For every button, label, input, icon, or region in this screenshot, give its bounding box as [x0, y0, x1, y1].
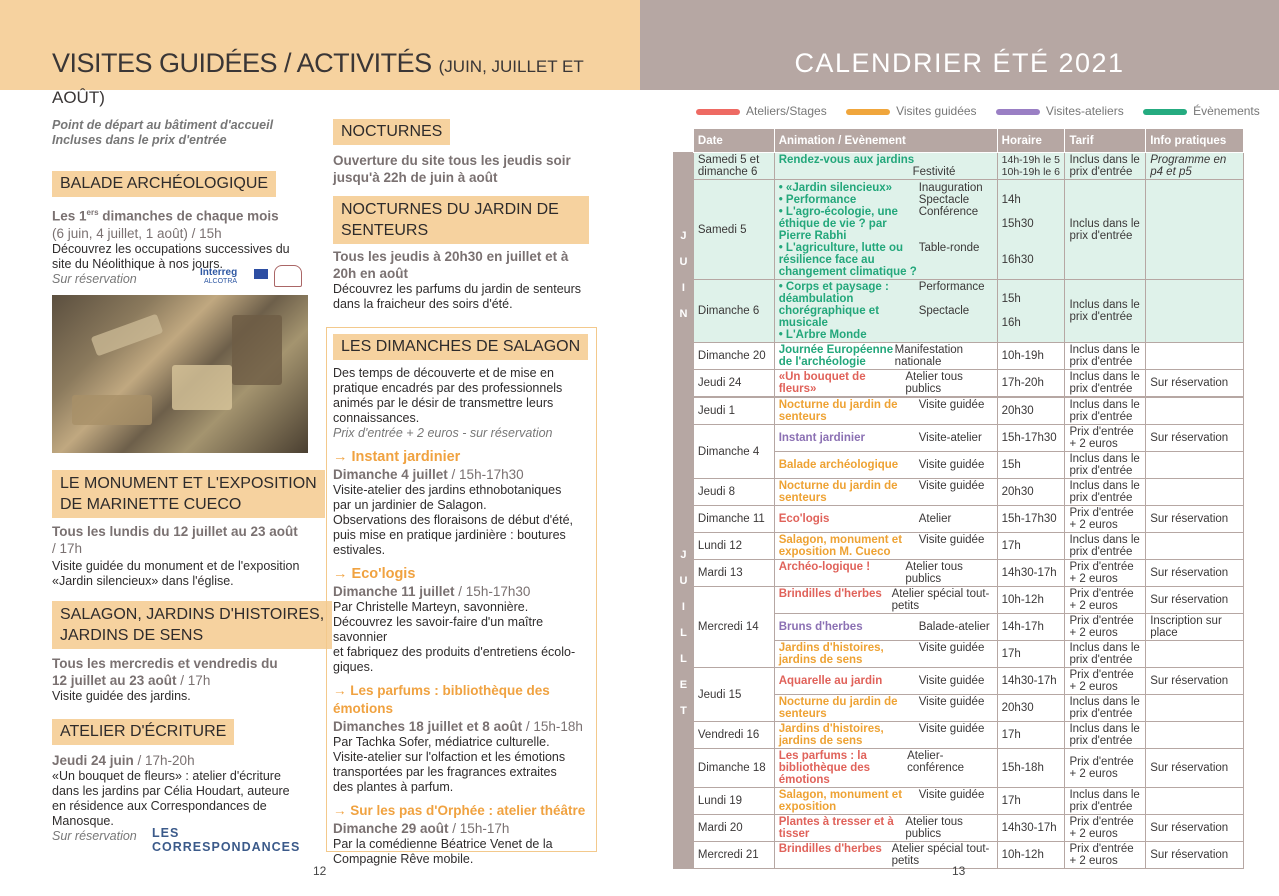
- table-cell: Inclus dans le prix d'entrée: [1065, 370, 1146, 397]
- table-row: [674, 398, 1244, 425]
- cell-text: Festivité: [912, 166, 956, 178]
- table-cell: Prix d'entrée + 2 euros: [1065, 815, 1146, 842]
- cell-text: [779, 399, 993, 423]
- tra-logo-icon: [274, 265, 302, 287]
- page-number-left: 12: [313, 864, 327, 878]
- table-cell: 14h30-17h: [997, 815, 1065, 842]
- table-cell: Mercredi 21: [693, 842, 774, 869]
- atelier-text-4: Manosque.: [52, 814, 114, 828]
- archaeology-photo: [52, 295, 308, 453]
- table-cell: Inclus dans le prix d'entrée: [1065, 398, 1146, 425]
- table-cell: 15h: [997, 452, 1065, 479]
- table-cell: Prix d'entrée + 2 euros: [1065, 749, 1146, 788]
- table-cell: Inscription sur place: [1146, 614, 1244, 641]
- balade-dates: (6 juin, 4 juillet, 1 août) / 15h: [52, 225, 222, 241]
- table-cell: Inclus dans le prix d'entrée: [1065, 533, 1146, 560]
- cell-text: Archéo-logique !: [778, 561, 871, 573]
- cell-text: [779, 480, 993, 504]
- cell-text: Inauguration Spectacle Conférence Table-ronde: [918, 181, 983, 254]
- table-cell: [774, 479, 997, 506]
- atelier-resa: Sur réservation: [52, 829, 137, 843]
- cell-text: Visite guidée: [918, 642, 985, 654]
- cell-text: J: [680, 549, 687, 561]
- atelier-text-3: en résidence aux Correspondances de: [52, 799, 267, 813]
- cell-text: Balade archéologique: [778, 459, 899, 471]
- cell-text: T: [680, 705, 687, 717]
- table-cell: 20h30: [997, 695, 1065, 722]
- atelier-tag: ATELIER D'ÉCRITURE: [52, 719, 234, 745]
- table-cell: [774, 722, 997, 749]
- nocturnes-tag: NOCTURNES: [333, 119, 450, 145]
- nocturnes-text-2: jusqu'à 22h de juin à août: [333, 170, 498, 185]
- table-cell: Jeudi 15: [693, 668, 774, 722]
- table-cell: 14h30-17h: [997, 560, 1065, 587]
- legend-visites: Visites guidées: [896, 104, 977, 118]
- cell-text: U: [679, 256, 688, 268]
- a1-line-1: Visite-atelier des jardins ethnobotaniques: [333, 483, 562, 497]
- dimanches-text-1: Des temps de découverte et de mise en: [333, 366, 554, 380]
- table-row: [674, 506, 1244, 533]
- cell-text: N: [679, 308, 688, 320]
- cell-text: J: [680, 230, 687, 242]
- table-cell: Inclus dans le prix d'entrée: [1065, 695, 1146, 722]
- cell-text: [779, 789, 993, 813]
- cell-text: U: [679, 575, 688, 587]
- salagon-sub-2: 12 juillet au 23 août / 17h: [52, 673, 211, 688]
- cell-text: Balade-atelier: [918, 621, 990, 633]
- cell-text: Jardins d'histoires, jardins de sens: [778, 642, 884, 666]
- cell-text: Brindilles d'herbes: [778, 588, 882, 600]
- cell-text: L: [680, 653, 687, 665]
- cell-text: [779, 561, 993, 585]
- table-cell: 10h-19h: [997, 343, 1065, 370]
- table-cell: [774, 695, 997, 722]
- cell-text: Visite guidée: [918, 480, 985, 492]
- left-title: VISITES GUIDÉES / ACTIVITÉS (JUIN, JUILLET ET AOÛT): [52, 48, 584, 107]
- header-date: Date: [693, 129, 774, 153]
- table-cell: 17h: [997, 641, 1065, 668]
- eu-flag-icon: [254, 269, 268, 279]
- balade-sub: Les 1ers dimanches de chaque mois: [52, 208, 279, 224]
- table-row: [674, 479, 1244, 506]
- table-cell: [774, 452, 997, 479]
- cell-text: Rendez-vous aux jardins: [778, 154, 915, 166]
- dimanches-text-4: connaissances.: [333, 411, 420, 425]
- a2-line-1: Par Christelle Marteyn, savonnière.: [333, 600, 529, 614]
- atelier-text-2: dans les jardins par Célia Houdart, auteure: [52, 784, 290, 798]
- table-cell: Inclus dans le prix d'entrée: [1065, 788, 1146, 815]
- table-row: [674, 533, 1244, 560]
- cell-text: Atelier tous publics: [905, 816, 963, 840]
- cell-text: Salagon, monument et exposition M. Cueco: [778, 534, 903, 558]
- table-cell: Prix d'entrée + 2 euros: [1065, 587, 1146, 614]
- table-cell: Inclus dans le prix d'entrée: [1065, 180, 1146, 280]
- table-cell: [1146, 695, 1244, 722]
- table-cell: [1146, 479, 1244, 506]
- header-info: Info pratiques: [1146, 129, 1244, 153]
- salagon-text: Visite guidée des jardins.: [52, 689, 191, 703]
- cell-text: [779, 459, 993, 471]
- cell-text: Brindilles d'herbes: [778, 843, 882, 855]
- table-cell: Inclus dans le prix d'entrée: [1065, 452, 1146, 479]
- table-cell: Dimanche 20: [693, 343, 774, 370]
- cell-text: Visite guidée: [918, 723, 985, 735]
- table-cell: [674, 398, 694, 869]
- table-cell: [774, 180, 997, 280]
- legend-swatch-visites-ateliers: [996, 109, 1040, 115]
- table-cell: Inclus dans le prix d'entrée: [1065, 153, 1146, 180]
- cell-text: [779, 696, 993, 720]
- table-cell: [774, 668, 997, 695]
- cell-text: [779, 534, 993, 558]
- table-cell: Inclus dans le prix d'entrée: [1065, 722, 1146, 749]
- table-cell: Jeudi 24: [693, 370, 774, 397]
- parfums-heading: → Les parfums : bibliothèque des émotions: [333, 683, 550, 716]
- a4-line-1: Par la comédienne Béatrice Venet de la: [333, 837, 553, 851]
- table-cell: Inclus dans le prix d'entrée: [1065, 343, 1146, 370]
- table-cell: Inclus dans le prix d'entrée: [1065, 479, 1146, 506]
- ecologis-date: Dimanche 11 juillet / 15h-17h30: [333, 584, 531, 599]
- table-cell: Inclus dans le prix d'entrée: [1065, 641, 1146, 668]
- table-cell: [774, 506, 997, 533]
- table-cell: Mardi 20: [693, 815, 774, 842]
- legend-swatch-visites: [846, 109, 890, 115]
- legend-evenements: Évènements: [1193, 104, 1260, 118]
- cell-text: Performance Spectacle: [918, 281, 985, 317]
- cell-text: L: [680, 627, 687, 639]
- cell-text: Atelier-conférence: [907, 750, 964, 774]
- table-cell: Lundi 19: [693, 788, 774, 815]
- cell-text: [779, 344, 993, 368]
- table-cell: Prix d'entrée + 2 euros: [1065, 842, 1146, 869]
- table-cell: 14h-17h: [997, 614, 1065, 641]
- balade-resa: Sur réservation: [52, 271, 137, 286]
- table-cell: [1146, 452, 1244, 479]
- table-cell: Mercredi 14: [693, 587, 774, 668]
- table-cell: [1146, 180, 1244, 280]
- a4-line-2: Compagnie Rêve mobile.: [333, 852, 474, 866]
- a3-line-4: des plantes à parfum.: [333, 780, 454, 794]
- dimanches-text-2: pratique encadrés par des professionnels: [333, 381, 563, 395]
- table-cell: Jeudi 1: [693, 398, 774, 425]
- cell-text: Atelier spécial tout-petits: [891, 843, 990, 867]
- header-animation: Animation / Evènement: [774, 129, 997, 153]
- table-row: [674, 668, 1244, 695]
- table-cell: [774, 587, 997, 614]
- table-cell: Sur réservation: [1146, 749, 1244, 788]
- table-cell: [774, 370, 997, 397]
- table-row: [674, 370, 1244, 397]
- table-cell: Inclus dans le prix d'entrée: [1065, 280, 1146, 343]
- cell-text: Visite guidée: [918, 789, 985, 801]
- noct-jardin-tag: NOCTURNES DU JARDIN DE SENTEURS: [333, 196, 589, 244]
- instant-jardinier-heading: → Instant jardinier: [333, 449, 461, 465]
- salagon-sub-1: Tous les mercredis et vendredis du: [52, 656, 278, 671]
- table-cell: Programme en p4 et p5: [1146, 153, 1244, 180]
- table-cell: Prix d'entrée + 2 euros: [1065, 425, 1146, 452]
- table-cell: 20h30: [997, 479, 1065, 506]
- cell-text: Visite guidée: [918, 459, 985, 471]
- cell-text: [779, 513, 993, 525]
- table-cell: Dimanche 6: [693, 280, 774, 343]
- table-row: [674, 788, 1244, 815]
- cell-text: Salagon, monument et exposition: [778, 789, 903, 813]
- table-cell: [1146, 280, 1244, 343]
- orphee-heading: → Sur les pas d'Orphée : atelier théâtre: [333, 803, 586, 818]
- atelier-text-1: «Un bouquet de fleurs» : atelier d'écriture: [52, 769, 281, 783]
- table-cell: Prix d'entrée + 2 euros: [1065, 560, 1146, 587]
- table-cell: Dimanche 11: [693, 506, 774, 533]
- table-cell: [774, 614, 997, 641]
- a3-line-1: Par Tachka Sofer, médiatrice culturelle.: [333, 735, 550, 749]
- table-cell: [774, 398, 997, 425]
- table-cell: Sur réservation: [1146, 506, 1244, 533]
- monument-sub: Tous les lundis du 12 juillet au 23 août: [52, 524, 298, 539]
- table-row: [674, 722, 1244, 749]
- cell-text: Atelier tous publics: [905, 561, 963, 585]
- table-cell: 17h-20h: [997, 370, 1065, 397]
- table-cell: [1146, 533, 1244, 560]
- table-cell: 17h: [997, 722, 1065, 749]
- table-cell: Sur réservation: [1146, 842, 1244, 869]
- table-cell: [774, 641, 997, 668]
- table-cell: [1146, 398, 1244, 425]
- cell-text: Journée Européenne de l'archéologie: [778, 344, 894, 368]
- table-cell: 10h-12h: [997, 587, 1065, 614]
- table-cell: [674, 153, 694, 398]
- table-cell: Prix d'entrée + 2 euros: [1065, 614, 1146, 641]
- parfums-date: Dimanches 18 juillet et 8 août / 15h-18h: [333, 719, 583, 734]
- a3-line-3: transportées par les fragrances extraites: [333, 765, 557, 779]
- cell-text: [779, 588, 993, 612]
- table-cell: [1146, 641, 1244, 668]
- table-cell: Prix d'entrée + 2 euros: [1065, 668, 1146, 695]
- orphee-date: Dimanche 29 août / 15h-17h: [333, 821, 510, 836]
- cell-text: I: [681, 282, 685, 294]
- table-cell: [774, 749, 997, 788]
- table-cell: 17h: [997, 533, 1065, 560]
- table-cell: 14h 15h30 16h30: [997, 180, 1065, 280]
- table-cell: [1146, 343, 1244, 370]
- table-cell: Sur réservation: [1146, 587, 1244, 614]
- cell-text: Eco'logis: [778, 513, 830, 525]
- a2-line-3: et fabriquez des produits d'entretiens écolo-: [333, 645, 576, 659]
- cell-text: [779, 621, 993, 633]
- dimanches-text-3: animés par le désir de transmettre leurs: [333, 396, 554, 410]
- correspondances-logo: LES CORRESPONDANCES: [152, 826, 301, 854]
- a2-line-4: giques.: [333, 660, 374, 674]
- noct-jardin-sub-2: 20h en août: [333, 266, 409, 281]
- legend-swatch-evenements: [1143, 109, 1187, 115]
- atelier-sub: Jeudi 24 juin / 17h-20h: [52, 753, 195, 768]
- table-cell: 10h-12h: [997, 842, 1065, 869]
- cell-text: Visite guidée: [918, 675, 985, 687]
- table-cell: Dimanche 4: [693, 425, 774, 479]
- cell-text: [779, 182, 993, 278]
- noct-jardin-text-2: dans la fraicheur des soirs d'été.: [333, 297, 513, 311]
- instant-jardinier-date: Dimanche 4 juillet / 15h-17h30: [333, 467, 524, 482]
- cell-text: Nocturne du jardin de senteurs: [778, 399, 898, 423]
- left-header: [0, 0, 640, 107]
- salagon-tag: SALAGON, JARDINS D'HISTOIRES, JARDINS DE SENS: [52, 601, 332, 649]
- table-cell: 15h-18h: [997, 749, 1065, 788]
- cell-text: [779, 432, 993, 444]
- dimanches-tag: LES DIMANCHES DE SALAGON: [333, 334, 588, 360]
- cell-text: [779, 371, 993, 395]
- cell-text: [779, 750, 993, 786]
- cell-text: Visite guidée: [918, 534, 985, 546]
- left-page: VISITES GUIDÉES / ACTIVITÉS (JUIN, JUILLET ET AOÛT) Point de départ au bâtiment d'accueil Incluses dans le prix d'entrée BALADE ARCHÉOLOGIQUE Les 1ers dimanches de chaque mois (6 juin, 4 juillet, 1 août) / 15h Découvrez les occupations successives du site du Néolithique à nos jours. Sur réservation Interreg ALCOTRA LE MONUMENT ET L'EXPOSITION DE MARINETTE CUECO Tous les lundis du 12 juillet au 23 août / 17h Visite guidée du monument et de l'exposition «Jardin silencieux» dans l'église. SALAGON, JARDINS D'HISTOIRES, JARDINS DE SENS Tous les mercredis et vendredis du 12 juillet au 23 août / 17h Visite guidée des jardins. ATELIER D'ÉCRITURE Jeudi 24 juin / 17h-20h «Un bouquet de fleurs» : atelier d'écriture dans les jardins par Célia Houdart, auteure en résidence aux Correspondances de Manosque. Sur réservation LES CORRESPONDANCES NOCTURNES Ouverture du site tous les jeudis soir jusqu'à 22h de juin à août NOCTURNES DU JARDIN DE SENTEURS Tous les jeudis à 20h30 en juillet et à 20h en août Découvrez les parfums du jardin de senteurs dans la fraicheur des soirs d'été. LES DIMANCHES DE SALAGON Des temps de découverte et de mise en pratique encadrés par des professionnels animés par le désir de transmettre leurs connaissances. Prix d'entrée + 2 euros - sur réservation → Instant jardinier Dimanche 4 juillet / 15h-17h30 Visite-atelier des jardins ethnobotaniques par un jardinier de Salagon. Observations des floraisons de début d'été, puis mise en pratique jardinière : boutures estivales. → Eco'logis Dimanche 11 juillet / 15h-17h30 Par Christelle Marteyn, savonnière. Découvrez les savoir-faire d'un maître savonnier et fabriquez des produits d'entretiens écolo- giques. → Les parfums : bibliothèque des émotions Dimanches 18 juillet et 8 août / 15h-18h Par Tachka Sofer, médiatrice culturelle. Visite-atelier sur l'olfaction et les émotions transportées par les fragrances extraites des plantes à parfum. → Sur les pas d'Orphée : atelier théâtre Dimanche 29 août / 15h-17h Par la comédienne Béatrice Venet de la Compagnie Rêve mobile. 12: [0, 0, 640, 896]
- balade-text-2: site du Néolithique à nos jours.: [52, 256, 223, 271]
- right-title: CALENDRIER ÉTÉ 2021: [794, 48, 1125, 78]
- right-header: [640, 0, 1279, 90]
- cell-text: E: [679, 679, 688, 691]
- cell-text: • «Jardin silencieux» • Performance • L'agro-écologie, une éthique de vie ? par Pierre Rabhi • L'agriculture, lutte ou résilience face au changement climatique ?: [778, 181, 917, 278]
- cell-text: Atelier spécial tout-petits: [891, 588, 990, 612]
- table-cell: [774, 560, 997, 587]
- a1-line-4: puis mise en pratique jardinière : boutures: [333, 528, 566, 542]
- cell-text: • Corps et paysage : déambulation chorégraphique et musicale • L'Arbre Monde: [778, 281, 889, 341]
- cell-text: Jardins d'histoires, jardins de sens: [778, 723, 884, 747]
- cell-text: Manifestation nationale: [894, 344, 964, 368]
- table-row: [674, 343, 1244, 370]
- table-row: [674, 153, 1244, 180]
- a2-line-2: Découvrez les savoir-faire d'un maître savonnier: [333, 615, 544, 644]
- a1-line-5: estivales.: [333, 543, 386, 557]
- table-cell: 14h-19h le 5 10h-19h le 6: [997, 153, 1065, 180]
- table-cell: Sur réservation: [1146, 370, 1244, 397]
- header-tarif: Tarif: [1065, 129, 1146, 153]
- table-cell: Sur réservation: [1146, 815, 1244, 842]
- table-cell: Samedi 5: [693, 180, 774, 280]
- interreg-logo: Interreg ALCOTRA: [198, 265, 308, 289]
- balade-tag: BALADE ARCHÉOLOGIQUE: [52, 171, 276, 197]
- table-cell: Jeudi 8: [693, 479, 774, 506]
- ecologis-heading: → Eco'logis: [333, 566, 416, 582]
- cell-text: Aquarelle au jardin: [778, 675, 883, 687]
- dimanches-price: Prix d'entrée + 2 euros - sur réservation: [333, 426, 553, 440]
- table-cell: 17h: [997, 788, 1065, 815]
- table-cell: Sur réservation: [1146, 425, 1244, 452]
- cell-text: Visite guidée: [918, 696, 985, 708]
- table-row: [674, 560, 1244, 587]
- table-cell: [1146, 722, 1244, 749]
- legend-visites-ateliers: Visites-ateliers: [1045, 104, 1124, 118]
- monument-text-2: «Jardin silencieux» dans l'église.: [52, 574, 234, 588]
- a1-line-3: Observations des floraisons de début d'été,: [333, 513, 574, 527]
- monument-text-1: Visite guidée du monument et de l'exposition: [52, 559, 300, 573]
- cell-text: Nocturne du jardin de senteurs: [778, 480, 898, 504]
- table-cell: 15h 16h: [997, 280, 1065, 343]
- cell-text: Visite guidée: [918, 399, 985, 411]
- cell-text: Instant jardinier: [778, 432, 865, 444]
- table-row: [674, 280, 1244, 343]
- table-row: [674, 425, 1244, 452]
- table-cell: 15h-17h30: [997, 425, 1065, 452]
- table-cell: [774, 343, 997, 370]
- legend-swatch-ateliers: [696, 109, 740, 115]
- table-row: [674, 587, 1244, 614]
- cell-text: [779, 642, 993, 666]
- cell-text: Plantes à tresser et à tisser: [778, 816, 894, 840]
- noct-jardin-text-1: Découvrez les parfums du jardin de senteurs: [333, 282, 582, 296]
- right-page: [640, 0, 1279, 896]
- cell-text: Bruns d'herbes: [778, 621, 863, 633]
- cell-text: Atelier: [918, 513, 952, 525]
- cell-text: I: [681, 601, 685, 613]
- table-cell: Sur réservation: [1146, 560, 1244, 587]
- a3-line-2: Visite-atelier sur l'olfaction et les émotions: [333, 750, 566, 764]
- table-cell: [774, 153, 997, 180]
- intro-line-1: Point de départ au bâtiment d'accueil: [52, 118, 274, 132]
- monument-tag: LE MONUMENT ET L'EXPOSITION DE MARINETTE CUECO: [52, 470, 325, 518]
- intro-line-2: Incluses dans le prix d'entrée: [52, 133, 227, 147]
- table-row: [674, 749, 1244, 788]
- balade-text-1: Découvrez les occupations successives du: [52, 241, 290, 256]
- table-row: [674, 180, 1244, 280]
- table-cell: Lundi 12: [693, 533, 774, 560]
- a1-line-2: par un jardinier de Salagon.: [333, 498, 487, 512]
- table-cell: [774, 280, 997, 343]
- calendar-table: [673, 128, 1244, 869]
- table-row: [674, 815, 1244, 842]
- cell-text: Atelier tous publics: [905, 371, 963, 395]
- table-header-row: [674, 129, 1244, 153]
- cell-text: [779, 723, 993, 747]
- table-cell: [774, 788, 997, 815]
- table-cell: Mardi 13: [693, 560, 774, 587]
- table-cell: 20h30: [997, 398, 1065, 425]
- table-cell: [1146, 788, 1244, 815]
- table-cell: Vendredi 16: [693, 722, 774, 749]
- cell-text: Visite-atelier: [918, 432, 982, 444]
- date-cell: Samedi 5 et dimanche 6: [693, 153, 774, 180]
- legend: [696, 104, 1260, 118]
- header-horaire: Horaire: [997, 129, 1065, 153]
- cell-text: [779, 816, 993, 840]
- cell-text: «Un bouquet de fleurs»: [778, 371, 866, 395]
- noct-jardin-sub-1: Tous les jeudis à 20h30 en juillet et à: [333, 249, 569, 264]
- table-cell: Sur réservation: [1146, 668, 1244, 695]
- table-cell: [774, 533, 997, 560]
- nocturnes-text-1: Ouverture du site tous les jeudis soir: [333, 153, 571, 168]
- table-cell: Prix d'entrée + 2 euros: [1065, 506, 1146, 533]
- table-cell: Dimanche 18: [693, 749, 774, 788]
- cell-text: [779, 675, 993, 687]
- cell-text: Les parfums : la bibliothèque des émotions: [778, 750, 871, 786]
- legend-ateliers: Ateliers/Stages: [746, 104, 827, 118]
- table-cell: 15h-17h30: [997, 506, 1065, 533]
- table-cell: [774, 425, 997, 452]
- cell-text: Nocturne du jardin de senteurs: [778, 696, 898, 720]
- cell-text: [779, 281, 993, 341]
- table-cell: 14h30-17h: [997, 668, 1065, 695]
- page-number-right: 13: [952, 864, 966, 878]
- table-cell: [774, 815, 997, 842]
